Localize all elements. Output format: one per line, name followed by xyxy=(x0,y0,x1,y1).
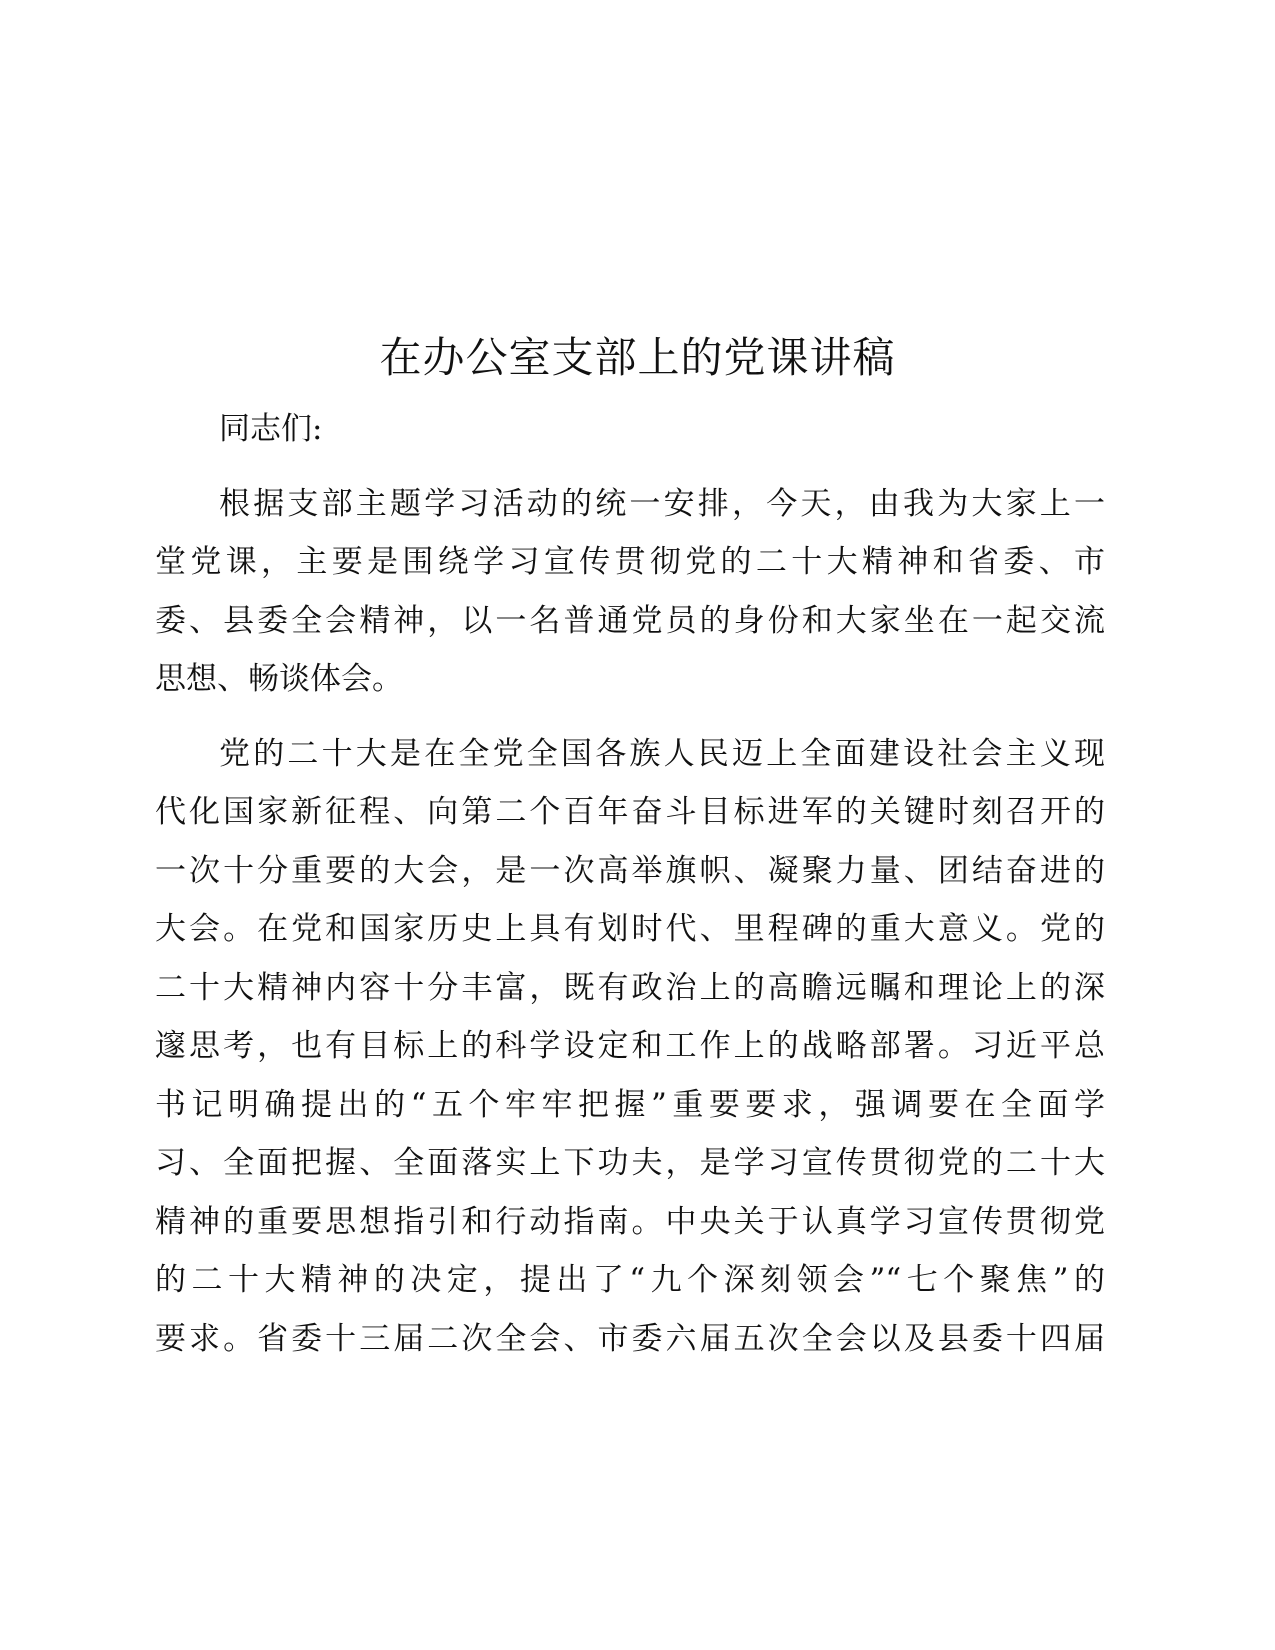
text-line: 邃思考，也有目标上的科学设定和工作上的战略部署。习近平总 xyxy=(155,1028,1105,1064)
document-body xyxy=(155,400,1105,1368)
text-line: 要求。省委十三届二次全会、市委六届五次全会以及县委十四届 xyxy=(155,1320,1105,1357)
text-line: 精神的重要思想指引和行动指南。中央关于认真学习宣传贯彻党 xyxy=(155,1203,1105,1240)
paragraph-1 xyxy=(155,475,1105,709)
document-title: 在办公室支部上的党课讲稿 xyxy=(379,333,896,382)
text-line: 根据支部主题学习活动的统一安排，今天，由我为大家上一 xyxy=(219,485,1105,522)
text-line: 一次十分重要的大会，是一次高举旗帜、凝聚力量、团结奋进的 xyxy=(155,852,1105,889)
paragraph-2 xyxy=(155,725,1105,1369)
text-line: 习、全面把握、全面落实上下功夫，是学习宣传贯彻党的二十大 xyxy=(155,1145,1105,1181)
text-line: 大会。在党和国家历史上具有划时代、里程碑的重大意义。党的 xyxy=(155,911,1105,947)
text-line: 委、县委全会精神，以一名普通党员的身份和大家坐在一起交流 xyxy=(155,602,1105,639)
salutation: 同志们: xyxy=(219,411,323,447)
text-line: 二十大精神内容十分丰富，既有政治上的高瞻远瞩和理论上的深 xyxy=(155,969,1105,1006)
text-line: 党的二十大是在全党全国各族人民迈上全面建设社会主义现 xyxy=(219,735,1105,772)
text-line: 堂党课，主要是围绕学习宣传贯彻党的二十大精神和省委、市 xyxy=(155,544,1105,580)
text-line: 的二十大精神的决定，提出了“九个深刻领会”“七个聚焦”的 xyxy=(155,1262,1105,1298)
text-line: 思想、畅谈体会。 xyxy=(155,661,403,697)
text-line: 书记明确提出的“五个牢牢把握”重要要求，强调要在全面学 xyxy=(155,1086,1105,1123)
text-line: 代化国家新征程、向第二个百年奋斗目标进军的关键时刻召开的 xyxy=(155,794,1105,830)
